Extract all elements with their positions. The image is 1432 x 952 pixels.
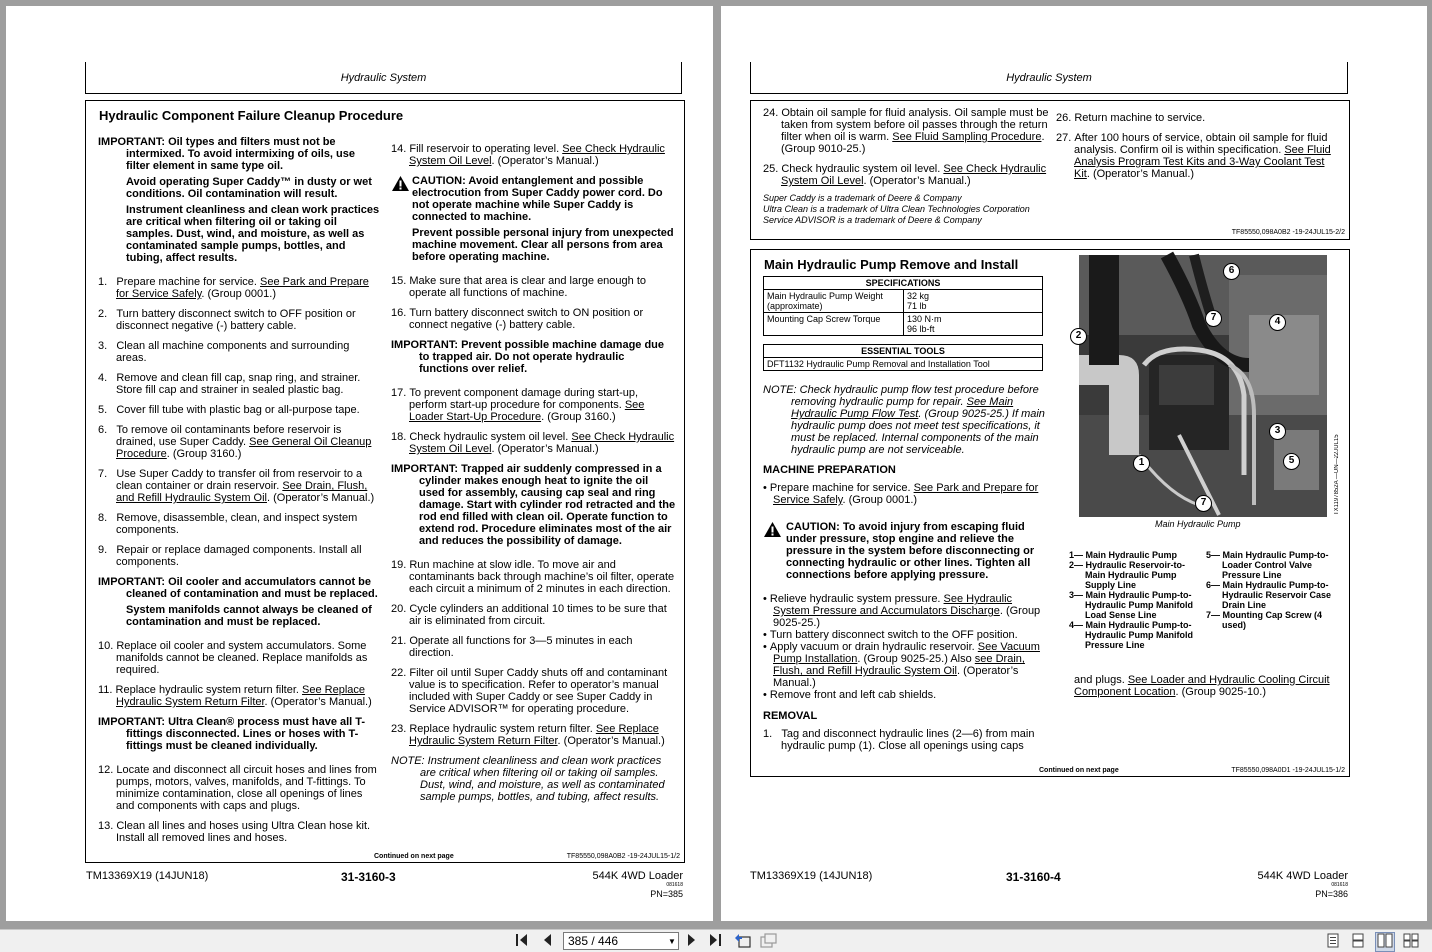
step-item: 5. Cover fill tube with plastic bag or all-purpose tape.: [98, 404, 360, 416]
callout-4: 4: [1269, 314, 1286, 331]
trademark-note: Super Caddy is a trademark of Deere & Company: [763, 193, 962, 203]
forward-view-button[interactable]: [760, 933, 777, 951]
step-item: 23. Replace hydraulic system return filter. See Replace Hydraulic System Return Filter. (Operator’s Manual.): [391, 723, 665, 747]
spec-label: Mounting Cap Screw Torque: [764, 313, 904, 336]
procedure-title: Main Hydraulic Pump Remove and Install: [764, 257, 1019, 272]
procedure-continued-box: [750, 100, 1350, 240]
step-item: 16. Turn battery disconnect switch to ON position or connect negative (-) battery cable.: [391, 307, 644, 331]
tools-header: ESSENTIAL TOOLS: [764, 345, 1043, 358]
legend-item: 3— Main Hydraulic Pump-to-Hydraulic Pump Manifold Load Sense Line: [1069, 590, 1194, 620]
cross-ref-link[interactable]: See Fluid Sampling Procedure: [892, 131, 1042, 143]
legend-item: 1— Main Hydraulic Pump: [1069, 550, 1178, 560]
bullet-item: • Remove front and left cab shields.: [763, 689, 937, 701]
pump-photo: [1075, 255, 1327, 517]
specifications-table: [763, 276, 1045, 371]
pump-photo-illustration: [1079, 255, 1327, 517]
step-item: 25. Check hydraulic system oil level. See Check Hydraulic System Oil Level. (Operator’s Manual.): [763, 163, 1047, 187]
footer-manual-id: TM13369X19 (14JUN18): [86, 870, 209, 882]
chevron-down-icon[interactable]: ▼: [668, 937, 676, 946]
cross-ref-link[interactable]: See Replace Hydraulic System Return Filter: [409, 723, 659, 747]
back-view-button[interactable]: [734, 933, 751, 951]
caution-note: CAUTION: Avoid entanglement and possible electrocution from Super Caddy power cord. Do not operate machine while Super Caddy is connected to machine.: [391, 175, 676, 223]
spec-value: 32 kg 71 lb: [904, 290, 1043, 313]
cross-ref-link[interactable]: See Check Hydraulic System Oil Level: [409, 431, 675, 455]
cross-ref-link[interactable]: See Main Hydraulic Pump Flow Test: [791, 396, 1014, 420]
continuous-facing-view-button[interactable]: [1403, 933, 1419, 951]
callout-6: 6: [1223, 263, 1240, 280]
step-item: 12. Locate and disconnect all circuit hoses and lines from pumps, motors, valves, manifolds, and T-fittings. To minimize contamination, close all openings of lines and components with caps and plugs.: [98, 764, 377, 812]
previous-page-button[interactable]: [541, 933, 553, 950]
page-number-select[interactable]: [563, 932, 679, 950]
cross-ref-link[interactable]: See Check Hydraulic System Oil Level: [781, 163, 1047, 187]
right-column: [1056, 112, 1341, 188]
photo-caption: Main Hydraulic Pump: [1155, 519, 1241, 529]
cross-ref-link[interactable]: See Fluid Analysis Program Test Kits and 3-Way Coolant Test Kit: [1074, 144, 1331, 180]
footer-page-number: 31-3160-3: [341, 870, 396, 884]
last-page-button[interactable]: [708, 933, 722, 950]
section-heading: REMOVAL: [763, 710, 818, 722]
viewer-toolbar: [0, 929, 1432, 952]
important-note: Avoid operating Super Caddy™ in dusty or wet conditions. Oil contamination will result.: [126, 176, 372, 200]
footer-manual-id: TM13369X19 (14JUN18): [750, 870, 873, 882]
step-item: 14. Fill reservoir to operating level. See Check Hydraulic System Oil Level. (Operator’s Manual.): [391, 143, 665, 167]
trademark-note: Service ADVISOR is a trademark of Deere & Company: [763, 215, 982, 225]
facing-view-button[interactable]: [1375, 932, 1395, 952]
first-page-button[interactable]: [515, 933, 529, 950]
single-page-icon: [1326, 933, 1340, 948]
cross-ref-link[interactable]: see Drain, Flush, and Refill Hydraulic System Oil: [773, 653, 1025, 677]
callout-1: 1: [1133, 455, 1150, 472]
footer-pn: PN=385: [650, 889, 683, 899]
left-column: [98, 136, 381, 852]
spec-value: 130 N·m 96 lb-ft: [904, 313, 1043, 336]
cross-ref-link[interactable]: See Drain, Flush, and Refill Hydraulic System Oil: [116, 480, 368, 504]
doc-code: TF85550,098A0B2 -19-24JUL15-2/2: [1231, 229, 1345, 236]
step-item: 15. Make sure that area is clear and large enough to operate all functions of machine.: [391, 275, 647, 299]
step-item: 20. Cycle cylinders an additional 10 times to be sure that air is eliminated from circuit.: [391, 603, 667, 627]
step-item: 21. Operate all functions for 3—5 minutes in each direction.: [391, 635, 633, 659]
previous-page-icon: [541, 933, 553, 947]
footer-pn: PN=386: [1315, 889, 1348, 899]
important-note: IMPORTANT: Trapped air suddenly compressed in a cylinder makes enough heat to ignite the oil used for assembly, causing cap seal and ring damage. Start with cylinder rod retracted and the rod end filled with clean oil. Operate function to extend rod. Procedure eliminates most of the air and reduces the possibility of damage.: [391, 463, 676, 547]
step-item: 17. To prevent component damage during start-up, perform start-up procedure for components. See Loader Start-Up Procedure. (Group 3160.): [391, 387, 645, 423]
next-page-button[interactable]: [686, 933, 698, 950]
legend-item: 5— Main Hydraulic Pump-to-Loader Control Valve Pressure Line: [1206, 550, 1329, 580]
spec-label: Main Hydraulic Pump Weight (approximate): [764, 290, 904, 313]
caution-note: Prevent possible personal injury from unexpected machine movement. Clear all persons from area before operating machine.: [412, 227, 674, 263]
bullet-item: • Apply vacuum or drain hydraulic reservoir. See Vacuum Pump Installation. (Group 9025-25.) Also see Drain, Flush, and Refill Hydraulic System Oil. (Operator’s Manual.): [763, 641, 1040, 689]
legend-col-2: [1206, 550, 1341, 630]
procedure-box: [85, 100, 685, 863]
right-page: [721, 6, 1427, 921]
facing-pages-icon: [1377, 933, 1393, 948]
step-item: 9. Repair or replace damaged components. Install all components.: [98, 544, 362, 568]
step-item: 19. Run machine at slow idle. To move air and contaminants back through machine’s oil filter, operate each circuit a minimum of 2 minutes in each direction.: [391, 559, 675, 595]
back-view-icon: [734, 933, 751, 948]
step-item: 4. Remove and clean fill cap, snap ring, and strainer. Store fill cap and strainer in sealed plastic bag.: [98, 372, 361, 396]
pump-procedure-box: [750, 249, 1350, 777]
procedure-title: Hydraulic Component Failure Cleanup Procedure: [99, 108, 404, 123]
step-item: 26. Return machine to service.: [1056, 112, 1206, 124]
legend-item: 6— Main Hydraulic Pump-to-Hydraulic Reservoir Case Drain Line: [1206, 580, 1332, 610]
step-item: 24. Obtain oil sample for fluid analysis. Oil sample must be taken from system before oil passes through the return filter when oil is warm. See Fluid Sampling Procedure. (Group 9010-25.): [763, 107, 1049, 155]
continuous-facing-icon: [1403, 933, 1419, 948]
page-header: Hydraulic System: [85, 62, 682, 94]
important-note: IMPORTANT: Oil types and filters must not be intermixed. To avoid intermixing of oils, use filter element in same type oil.: [98, 136, 356, 172]
page-header: Hydraulic System: [750, 62, 1348, 94]
important-note: System manifolds cannot always be cleaned of contamination and must be replaced.: [126, 604, 372, 628]
step-item: 3. Clean all machine components and surrounding areas.: [98, 340, 350, 364]
footer-model: 544K 4WD Loader: [1257, 870, 1348, 882]
important-note: IMPORTANT: Oil cooler and accumulators cannot be cleaned of contamination and must be replaced.: [98, 576, 378, 600]
continuous-view-button[interactable]: [1351, 933, 1365, 951]
step-item: 11. Replace hydraulic system return filter. See Replace Hydraulic System Return Filter. (Operator’s Manual.): [98, 684, 372, 708]
step-item: 22. Filter oil until Super Caddy shuts off and contaminant value is to specification. Refer to operator’s manual included with Super Caddy or see Super Caddy in Service ADVISOR™ for operating procedure.: [391, 667, 668, 715]
cross-ref-link[interactable]: See Replace Hydraulic System Return Filter: [116, 684, 366, 708]
cross-ref-link[interactable]: See Check Hydraulic System Oil Level: [409, 143, 665, 167]
footer-date-code: 081618: [1331, 882, 1348, 888]
important-note: IMPORTANT: Prevent possible machine damage due to trapped air. Do not operate hydraulic functions over relief.: [391, 339, 665, 375]
callout-2: 2: [1070, 328, 1087, 345]
cross-ref-link[interactable]: See Park and Prepare for Service Safely: [773, 482, 1039, 506]
step-item: 1. Prepare machine for service. See Park and Prepare for Service Safely. (Group 0001.): [98, 276, 369, 300]
step-item: 1. Tag and disconnect hydraulic lines (2—6) from main hydraulic pump (1). Close all openings using caps: [763, 728, 1035, 752]
continuous-page-icon: [1351, 933, 1365, 948]
spec-header: SPECIFICATIONS: [764, 277, 1043, 290]
right-column: [391, 143, 676, 811]
left-page: [6, 6, 713, 921]
bullet-item: • Relieve hydraulic system pressure. See Hydraulic System Pressure and Accumulators Discharge. (Group 9025-25.): [763, 593, 1041, 629]
bullet-item: • Turn battery disconnect switch to the OFF position.: [763, 629, 1018, 641]
step-item: 8. Remove, disassemble, clean, and inspect system components.: [98, 512, 358, 536]
doc-code: TF85550,098A0B2 -19-24JUL15-1/2: [566, 853, 680, 860]
cross-ref-link[interactable]: See Hydraulic System Pressure and Accumulators Discharge: [773, 593, 1013, 617]
step-item: 18. Check hydraulic system oil level. See Check Hydraulic System Oil Level. (Operator’s Manual.): [391, 431, 675, 455]
continued-label: Continued on next page: [1039, 767, 1119, 774]
bullet-item: • Prepare machine for service. See Park and Prepare for Service Safely. (Group 0001.): [763, 482, 1039, 506]
step-item: 7. Use Super Caddy to transfer oil from reservoir to a clean container or drain reservoir. See Drain, Flush, and Refill Hydraulic System Oil. (Operator’s Manual.): [98, 468, 375, 504]
forward-view-icon: [760, 933, 777, 948]
section-heading: MACHINE PREPARATION: [763, 464, 896, 476]
tool-item: DFT1132 Hydraulic Pump Removal and Installation Tool: [764, 358, 1043, 371]
callout-3: 3: [1269, 423, 1286, 440]
step-item: 2. Turn battery disconnect switch to OFF position or disconnect negative (-) battery cable.: [98, 308, 356, 332]
legend-item: 4— Main Hydraulic Pump-to-Hydraulic Pump Manifold Pressure Line: [1069, 620, 1194, 650]
last-page-icon: [708, 933, 722, 947]
cross-ref-link[interactable]: See Loader Start-Up Procedure: [409, 399, 645, 423]
continued-label: Continued on next page: [374, 853, 454, 860]
photo-id: TX1197852A —UN—22JUL15: [1334, 434, 1340, 515]
step-item: 6. To remove oil contaminants before reservoir is drained, use Super Caddy. See General Oil Cleanup Procedure. (Group 3160.): [98, 424, 372, 460]
caution-note: CAUTION: To avoid injury from escaping fluid under pressure, stop engine and relieve the pressure in the system before disconnecting or connecting hydraulic or other lines. Tighten all connections before applying pressure.: [763, 521, 1048, 581]
callout-5: 5: [1283, 453, 1300, 470]
footer-model: 544K 4WD Loader: [592, 870, 683, 882]
note-text: NOTE: Instrument cleanliness and clean work practices are critical when filtering oil or taking oil samples. Dust, wind, and moisture, as well as contaminated sample pumps, bottles, and tubing, affect results.: [391, 755, 665, 803]
step-item: 10. Replace oil cooler and system accumulators. Some manifolds cannot be cleaned. Replace manifolds as required.: [98, 640, 368, 676]
pump-text-column: [763, 384, 1048, 760]
legend-item: 2— Hydraulic Reservoir-to-Main Hydraulic Pump Supply Line: [1069, 560, 1186, 590]
note-text: NOTE: Check hydraulic pump flow test procedure before removing hydraulic pump for repair. See Main Hydraulic Pump Flow Test. (Group 9025-25.) If main hydraulic pump does not meet test specifications, it must be replaced. Internal components of the main hydraulic pump are not serviceable.: [763, 384, 1045, 456]
step-item: 27. After 100 hours of service, obtain oil sample for fluid analysis. Confirm oil is within specification. See Fluid Analysis Program Test Kits and 3-Way Coolant Test Kit. (Operator’s Manual.): [1056, 132, 1331, 180]
important-note: Instrument cleanliness and clean work practices are critical when filtering oil or taking oil samples. Dust, wind, and moisture, as well as contaminated sample pumps, bottles, and tubing, affect results.: [126, 204, 380, 264]
cross-ref-link[interactable]: See General Oil Cleanup Procedure: [116, 436, 372, 460]
cross-ref-link[interactable]: See Vacuum Pump Installation: [773, 641, 1040, 665]
step-item: 13. Clean all lines and hoses using Ultra Clean hose kit. Install all removed lines and hoses.: [98, 820, 371, 844]
cross-ref-link[interactable]: See Loader and Hydraulic Cooling Circuit Component Location: [1074, 674, 1330, 698]
footer-page-number: 31-3160-4: [1006, 870, 1061, 884]
legend-col-1: [1069, 550, 1204, 650]
legend-item: 7— Mounting Cap Screw (4 used): [1206, 610, 1323, 630]
callout-7: 7: [1195, 495, 1212, 512]
next-page-icon: [686, 933, 698, 947]
first-page-icon: [515, 933, 529, 947]
doc-code: TF85550,098A0D1 -19-24JUL15-1/2: [1231, 767, 1345, 774]
single-page-view-button[interactable]: [1326, 933, 1340, 951]
important-note: IMPORTANT: Ultra Clean® process must have all T-fittings disconnected. Lines or hoses with T-fittings must be cleaned individually.: [98, 716, 366, 752]
callout-7: 7: [1205, 310, 1222, 327]
step-continuation: and plugs. See Loader and Hydraulic Cooling Circuit Component Location. (Group 9025-10.): [1074, 674, 1330, 698]
warning-icon: [763, 521, 782, 538]
trademark-note: Ultra Clean is a trademark of Ultra Clean Technologies Corporation: [763, 204, 1030, 214]
cross-ref-link[interactable]: See Park and Prepare for Service Safely: [116, 276, 369, 300]
warning-icon: [391, 175, 410, 192]
left-column: [763, 107, 1051, 226]
footer-date-code: 081618: [666, 882, 683, 888]
